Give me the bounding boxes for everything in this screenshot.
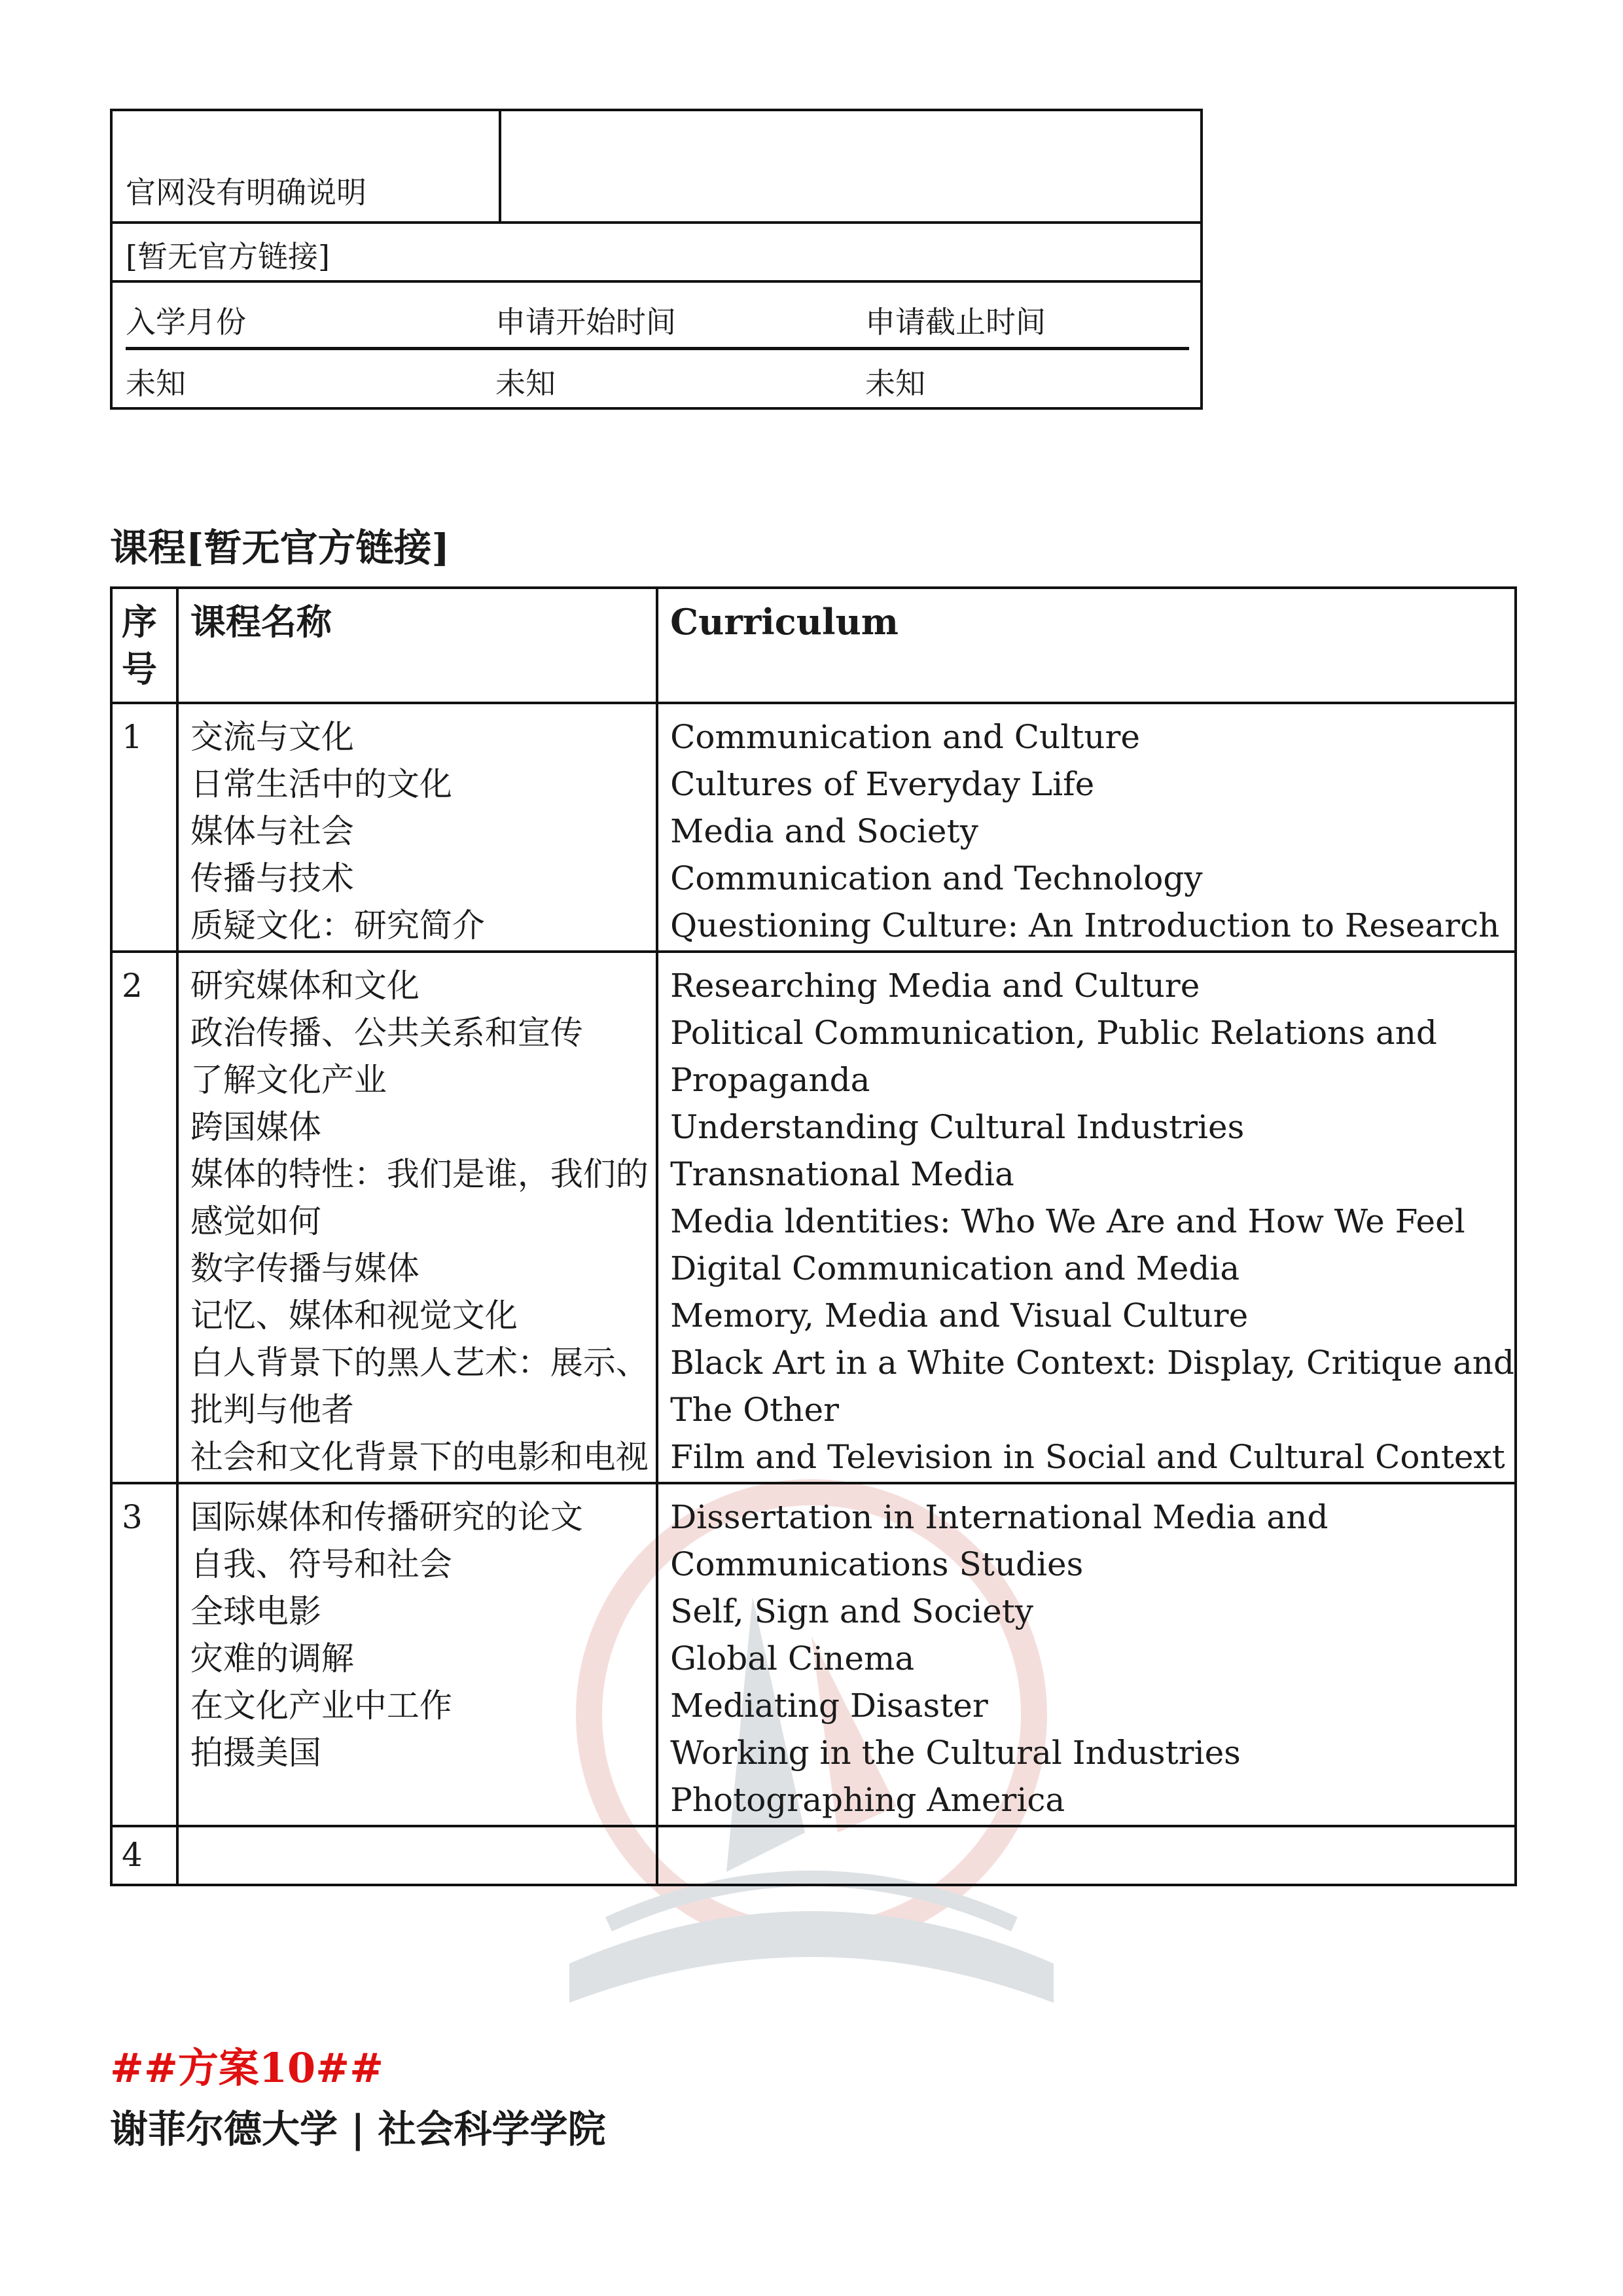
course-line: 记忆、媒体和视觉文化 <box>190 1297 518 1335</box>
header-number <box>111 588 177 703</box>
header-intake-month: 入学月份 <box>126 304 246 340</box>
course-line: Transnational Media <box>670 1155 1014 1193</box>
course-line: The Other <box>670 1391 839 1429</box>
course-line: 国际媒体和传播研究的论文 <box>190 1498 583 1536</box>
course-names-en <box>657 1483 1516 1826</box>
course-line: 日常生活中的文化 <box>190 765 452 803</box>
course-line: 传播与技术 <box>190 859 354 897</box>
info-note-text: 官网没有明确说明 <box>126 175 366 210</box>
course-line: 交流与文化 <box>190 718 354 756</box>
course-line: Communication and Technology <box>670 859 1203 897</box>
course-line: Questioning Culture: An Introduction to Research <box>670 906 1500 944</box>
row-number: 1 <box>111 703 177 952</box>
course-names-en <box>657 952 1516 1483</box>
curriculum-table <box>110 586 1517 1886</box>
course-line: Communications Studies <box>670 1545 1084 1583</box>
course-line: 灾难的调解 <box>190 1640 354 1677</box>
row-number: 4 <box>111 1826 177 1885</box>
divider <box>113 280 1200 283</box>
course-line: Memory, Media and Visual Culture <box>670 1297 1249 1335</box>
course-line: 质疑文化：研究简介 <box>190 906 485 944</box>
course-line: Film and Television in Social and Cultural Context <box>670 1438 1505 1476</box>
courses-section-title: 课程[暂无官方链接] <box>110 526 450 570</box>
course-line: Mediating Disaster <box>670 1687 988 1725</box>
course-line: Communication and Culture <box>670 718 1140 756</box>
course-line: 数字传播与媒体 <box>190 1249 419 1287</box>
course-line: Understanding Cultural Industries <box>670 1108 1245 1146</box>
course-line: 研究媒体和文化 <box>190 967 419 1005</box>
value-application-start: 未知 <box>495 366 556 401</box>
course-line: 了解文化产业 <box>190 1061 387 1099</box>
course-names-cn <box>177 1483 657 1826</box>
table-row <box>111 952 1516 1483</box>
course-line: 跨国媒体 <box>190 1108 321 1146</box>
course-line: Working in the Cultural Industries <box>670 1734 1241 1772</box>
course-line: 拍摄美国 <box>190 1734 321 1772</box>
header-application-deadline: 申请截止时间 <box>865 304 1046 340</box>
header-underline <box>126 347 1189 350</box>
course-line: Black Art in a White Context: Display, Critique and <box>670 1344 1514 1382</box>
course-names-en <box>657 1826 1516 1885</box>
course-line: 政治传播、公共关系和宣传 <box>190 1014 583 1052</box>
course-line: Political Communication, Public Relations and <box>670 1014 1437 1052</box>
value-intake-month: 未知 <box>126 366 186 401</box>
official-link-note: [暂无官方链接] <box>126 239 330 274</box>
course-names-en <box>657 703 1516 952</box>
course-line: 白人背景下的黑人艺术：展示、 <box>190 1344 649 1382</box>
course-line: 媒体的特性：我们是谁，我们的 <box>190 1155 649 1193</box>
course-line: Media and Society <box>670 812 978 850</box>
row-number: 2 <box>111 952 177 1483</box>
header-application-start: 申请开始时间 <box>495 304 676 340</box>
course-line: Media ldentities: Who We Are and How We Feel <box>670 1202 1465 1240</box>
course-line: Cultures of Everyday Life <box>670 765 1095 803</box>
header-number-char-2: 号 <box>122 648 157 690</box>
course-line: Researching Media and Culture <box>670 967 1200 1005</box>
school-label: 谢菲尔德大学 | 社会科学学院 <box>110 2107 606 2151</box>
course-line: Global Cinema <box>670 1640 915 1677</box>
info-note-cell <box>113 111 501 221</box>
header-number-char-1: 序 <box>122 601 157 643</box>
course-line: 批判与他者 <box>190 1391 354 1429</box>
value-application-deadline: 未知 <box>865 366 925 401</box>
course-line: Self, Sign and Society <box>670 1592 1034 1630</box>
course-line: 感觉如何 <box>190 1202 321 1240</box>
course-names-cn <box>177 1826 657 1885</box>
course-line: Photographing America <box>670 1781 1065 1819</box>
table-row <box>111 1483 1516 1826</box>
table-header-row <box>111 588 1516 703</box>
info-note-row <box>113 111 1200 224</box>
course-line: Digital Communication and Media <box>670 1249 1240 1287</box>
header-curriculum: Curriculum <box>657 588 1516 703</box>
course-line: 全球电影 <box>190 1592 321 1630</box>
course-line: Propaganda <box>670 1061 870 1099</box>
header-course-name: 课程名称 <box>177 588 657 703</box>
table-row <box>111 703 1516 952</box>
row-number: 3 <box>111 1483 177 1826</box>
course-line: 社会和文化背景下的电影和电视 <box>190 1438 649 1476</box>
course-names-cn <box>177 703 657 952</box>
course-names-cn <box>177 952 657 1483</box>
course-line: Dissertation in International Media and <box>670 1498 1329 1536</box>
admission-info-box <box>110 109 1203 410</box>
plan-label: ##方案10## <box>110 2044 384 2092</box>
table-row <box>111 1826 1516 1885</box>
course-line: 媒体与社会 <box>190 812 354 850</box>
course-line: 在文化产业中工作 <box>190 1687 452 1725</box>
course-line: 自我、符号和社会 <box>190 1545 452 1583</box>
